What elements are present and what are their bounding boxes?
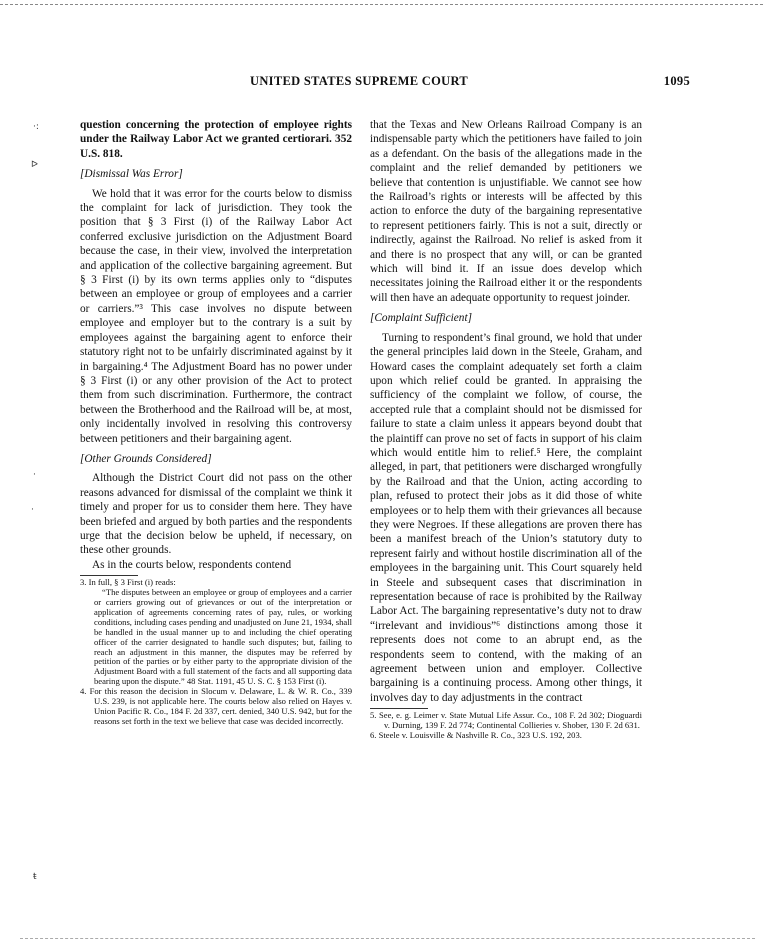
footnotes: [80, 578, 352, 727]
right-column: [370, 118, 642, 741]
footnote-5: 5. See, e. g. Leimer v. State Mutual Life Assur. Co., 108 F. 2d 302; Dioguardi v. Durning, 139 F. 2d 774; Continental Collieries v. Shober, 130 F. 2d 631.: [370, 710, 642, 731]
footnote-3-quote: “The disputes between an employee or group of employees and a carrier or carriers growing out of grievances or out of the interpretation or application of agreements concerning rates of pay, rules, or working conditions, including cases pending and unadjusted on June 21, 1934, shall be handled in the usual manner up to and including the chief operating officer of the carrier designated to handle such disputes; but, failing to reach an adjustment in this manner, the disputes may be referred by petition of the parties or by either party to the appropriate division of the Adjustment Board with a full statement of the facts and all supporting data bearing upon the dispute.” 48 Stat. 1191, 45 U. S. C. § 153 First (i).: [94, 587, 353, 687]
page-number: 1095: [663, 74, 690, 88]
running-header: [250, 74, 690, 92]
footnote-6: 6. Steele v. Louisville & Nashville R. Co., 323 U.S. 192, 203.: [370, 730, 582, 741]
paragraph: that the Texas and New Orleans Railroad Company is an indispensable party which the petitioners have failed to join as a defendant. On the basis of the allegations made in the complaint and the relief demanded by petitioners we believe that contention is unjustifiable. We cannot see how the Railroad’s rights or interests will be affected by this action to enforce the duty of the bargaining representative to represent petitioners fairly. This is not a suit, directly or indirectly, against the Railroad. No relief is asked from it and there is no prospect that any will, or can be granted which will bind it. If an issue does develop which necessitates joining the Railroad either it or the respondents will then have an adequate opportunity to request joinder.: [370, 119, 642, 304]
paragraph: We hold that it was error for the courts below to dismiss the complaint for lack of jurisdiction. They took the position that § 3 First (i) of the Railway Labor Act conferred exclusive jurisdiction on the Adjustment Board because the case, in their view, involved the interpretation and application of the collective bargaining agreement. But § 3 First (i) by its own terms applies only to “disputes between an employee or group of employees and a carrier or carriers.”³ This case involves no dispute between employee and employer but to the contrary is a suit by employees against the bargaining agent to enforce their statutory right not to be unfairly discriminated against by it in bargaining.⁴ The Adjustment Board has no power under § 3 First (i) or any other provision of the Act to protect them from such discrimination. Furthermore, the contract between the Brotherhood and the Railroad will be, at most, only incidentally involved in resolving this controversy between petitioners and their bargaining agent.: [80, 187, 352, 445]
footnote-4: 4. For this reason the decision in Slocum v. Delaware, L. & W. R. Co., 339 U.S. 239, is not applicable here. The courts below also relied on Hayes v. Union Pacific R. Co., 184 F. 2d 337, cert. denied, 340 U.S. 942, but for the reasons set forth in the text we believe that case was decided incorrectly.: [80, 686, 352, 726]
section-heading: [Complaint Sufficient]: [370, 312, 472, 325]
bottom-scan-border: [20, 938, 755, 939]
margin-speck: ᐅ: [31, 160, 38, 170]
section-heading: [Other Grounds Considered]: [80, 452, 212, 465]
footnote-3: 3. In full, § 3 First (i) reads:: [80, 577, 176, 588]
paragraph: Turning to respondent’s final ground, we hold that under the general principles laid down in the Steele, Graham, and Howard cases the complaint adequately set forth a claim upon which relief could be granted. In appraising the sufficiency of the complaint we follow, of course, the accepted rule that a complaint should not be dismissed for failure to state a claim unless it appears beyond doubt that the plaintiff can prove no set of facts in support of his claim which would entitle him to relief.⁵ Here, the complaint alleged, in part, that petitioners were discharged wrongfully by the Railroad and that the Union, acting according to plan, refused to protect their jobs as it did those of white employees or to help them with their grievances all because they were Negroes. If these allegations are proven there has been a manifest breach of the Union’s statutory duty to represent fairly and without hostile discrimination all of the employees in the bargaining unit. This Court squarely held in Steele and subsequent cases that discrimination in representation because of race is prohibited by the Railway Labor Act. The bargaining representative’s duty not to draw “irrelevant and invidious”⁶ distinctions among those it represents does not come to an abrupt end, as the respondents seem to contend, with the making of an agreement between union and employer. Collective bargaining is a continuing process. Among other things, it involves day to day adjustments in the contract: [370, 331, 642, 704]
section-heading: [Dismissal Was Error]: [80, 168, 183, 181]
footnote-rule: [80, 575, 138, 576]
left-column: [80, 118, 352, 727]
margin-speck: ŧ: [33, 872, 37, 882]
margin-speck: ·:: [33, 122, 39, 132]
paragraph: As in the courts below, respondents contend: [92, 558, 292, 571]
top-scan-border: [0, 4, 763, 5]
footnotes: [370, 711, 642, 741]
page-header-title: UNITED STATES SUPREME COURT: [250, 74, 468, 88]
footnote-rule: [370, 708, 428, 709]
margin-speck: ·: [31, 505, 34, 515]
paragraph: question concerning the protection of employee rights under the Railway Labor Act we granted certiorari. 352 U.S. 818.: [80, 119, 352, 160]
paragraph: Although the District Court did not pass on the other reasons advanced for dismissal of the complaint we think it timely and proper for us to consider them here. They have been briefed and argued by both parties and the respondents urge that the decision below be upheld, if necessary, on these other grounds.: [80, 472, 352, 557]
margin-speck: ·: [33, 470, 36, 480]
